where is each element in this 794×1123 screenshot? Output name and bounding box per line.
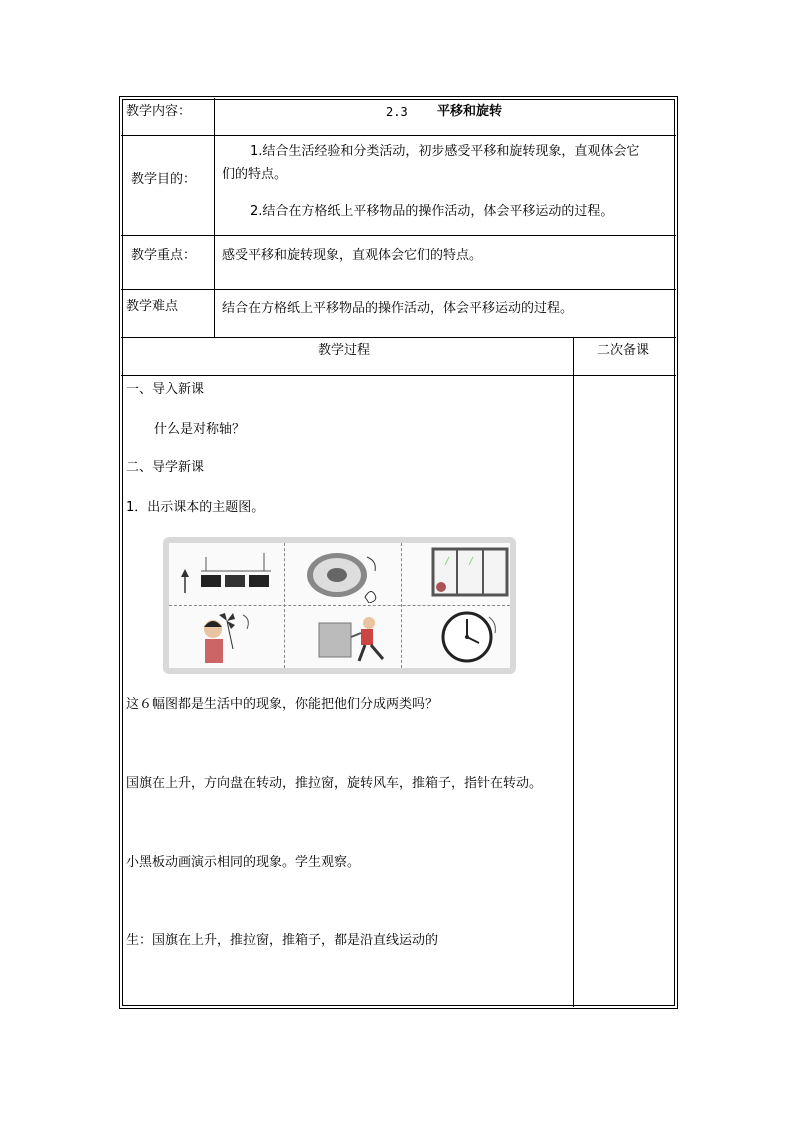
student-answer: 生：国旗在上升，推拉窗，推箱子，都是沿直线运动的 [126, 933, 439, 948]
question-symmetry-axis: 什么是对称轴？ [154, 422, 246, 437]
row-divider-3 [121, 289, 676, 290]
difficulties-content: 结合在方格纸上平移物品的操作活动，体会平移运动的过程。 [222, 301, 574, 316]
clock-image [405, 609, 509, 667]
row-divider-5 [121, 375, 676, 376]
section-intro: 一、导入新课 [126, 382, 205, 397]
theme-figure [163, 537, 516, 674]
objective-1-line-2: 们的特点。 [222, 167, 288, 182]
flag-rising-image [171, 547, 281, 603]
blackboard-demo: 小黑板动画演示相同的现象。学生观察。 [126, 855, 361, 870]
question-classify: 这６幅图都是生活中的现象，你能把他们分成两类吗？ [126, 697, 439, 712]
step-show-figure: 1．出示课本的主题图。 [126, 500, 265, 515]
lesson-title: 平移和旋转 [437, 104, 503, 119]
header-second-prep: 二次备课 [597, 343, 650, 358]
row-divider-1 [121, 135, 676, 136]
section-new-lesson: 二、导学新课 [126, 460, 205, 475]
sliding-window-image [405, 547, 509, 603]
row-divider-2 [121, 235, 676, 236]
label-difficulties: 教学难点 [126, 299, 179, 314]
objective-2: 2.结合在方格纸上平移物品的操作活动，体会平移运动的过程。 [250, 204, 614, 219]
label-key-points: 教学重点： [131, 248, 197, 263]
steering-wheel-image [289, 547, 397, 603]
lesson-number: 2.3 [386, 105, 408, 119]
row-divider-4 [121, 337, 676, 338]
key-points-content: 感受平移和旋转现象，直观体会它们的特点。 [222, 248, 483, 263]
label-objectives: 教学目的： [131, 172, 197, 187]
notes-column-divider [573, 337, 574, 1007]
pushing-box-image [289, 609, 397, 667]
objective-1-line-1: 1.结合生活经验和分类活动，初步感受平移和旋转现象，直观体会它 [250, 144, 640, 159]
answer-phenomena-list: 国旗在上升，方向盘在转动，推拉窗，旋转风车，推箱子，指针在转动。 [126, 776, 543, 791]
header-teaching-process: 教学过程 [318, 343, 371, 358]
pinwheel-image [173, 609, 281, 667]
label-column-divider [214, 98, 215, 337]
label-content: 教学内容： [126, 104, 192, 119]
